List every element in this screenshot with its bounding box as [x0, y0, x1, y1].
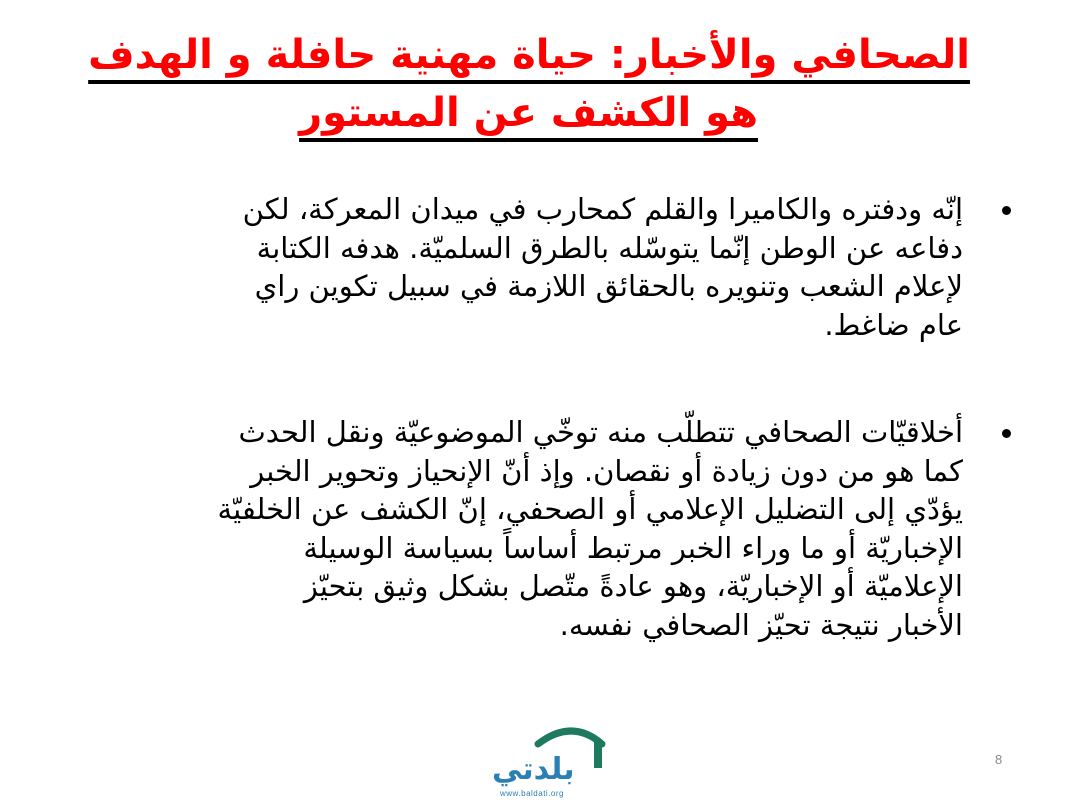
- bullet-item: [80, 413, 1015, 644]
- bullet-line: دفاعه عن الوطن إنّما يتوسّله بالطرق السلميّة. هدفه الكتابة: [256, 230, 963, 265]
- bullet-list: [80, 190, 1015, 644]
- logo-pillar-icon: [594, 742, 602, 768]
- title-line-1-text: الصحافي والأخبار: حياة مهنية حافلة و الهدف: [88, 32, 970, 78]
- bullet-line: لإعلام الشعب وتنويره بالحقائق اللازمة في سبيل تكوين راي: [254, 269, 963, 303]
- bullet-line: إنّه ودفتره والكاميرا والقلم كمحارب في ميدان المعركة، لكن: [242, 192, 963, 226]
- logo-url: www.baldati.org: [500, 789, 564, 798]
- bullet-line: عام ضاغط.: [824, 307, 963, 342]
- page-number: 8: [995, 752, 1003, 767]
- bullet-dot-icon: [1002, 206, 1011, 215]
- bullet-dot-icon: [1002, 429, 1011, 438]
- title-line-1: [60, 26, 990, 84]
- slide-title: [60, 26, 990, 142]
- bullet-line: الإخباريّة أو ما وراء الخبر مرتبط أساساً بسياسة الوسيلة: [303, 530, 963, 565]
- bullet-line: يؤدّي إلى التضليل الإعلامي أو الصحفي، إنّ الكشف عن الخلفيّة: [217, 492, 963, 526]
- bullet-item: [80, 190, 1015, 344]
- bullet-line: أخلاقيّات الصحافي تتطلّب منه توخّي الموضوعيّة ونقل الحدث: [238, 415, 963, 449]
- title-line-2-text: هو الكشف عن المستور: [299, 90, 758, 136]
- bullet-line: الإعلاميّة أو الإخباريّة، وهو عادةً متّصل بشكل وثيق بتحيّز: [303, 569, 963, 603]
- logo-arch-icon: [538, 731, 602, 744]
- logo-text: بلدتي: [492, 752, 575, 787]
- title-line-2: [60, 84, 990, 142]
- bullet-line: كما هو من دون زيادة أو نقصان. وإذ أنّ الإنحياز وتحوير الخبر: [250, 453, 963, 488]
- bullet-line: الأخبار نتيجة تحيّز الصحافي نفسه.: [559, 607, 963, 642]
